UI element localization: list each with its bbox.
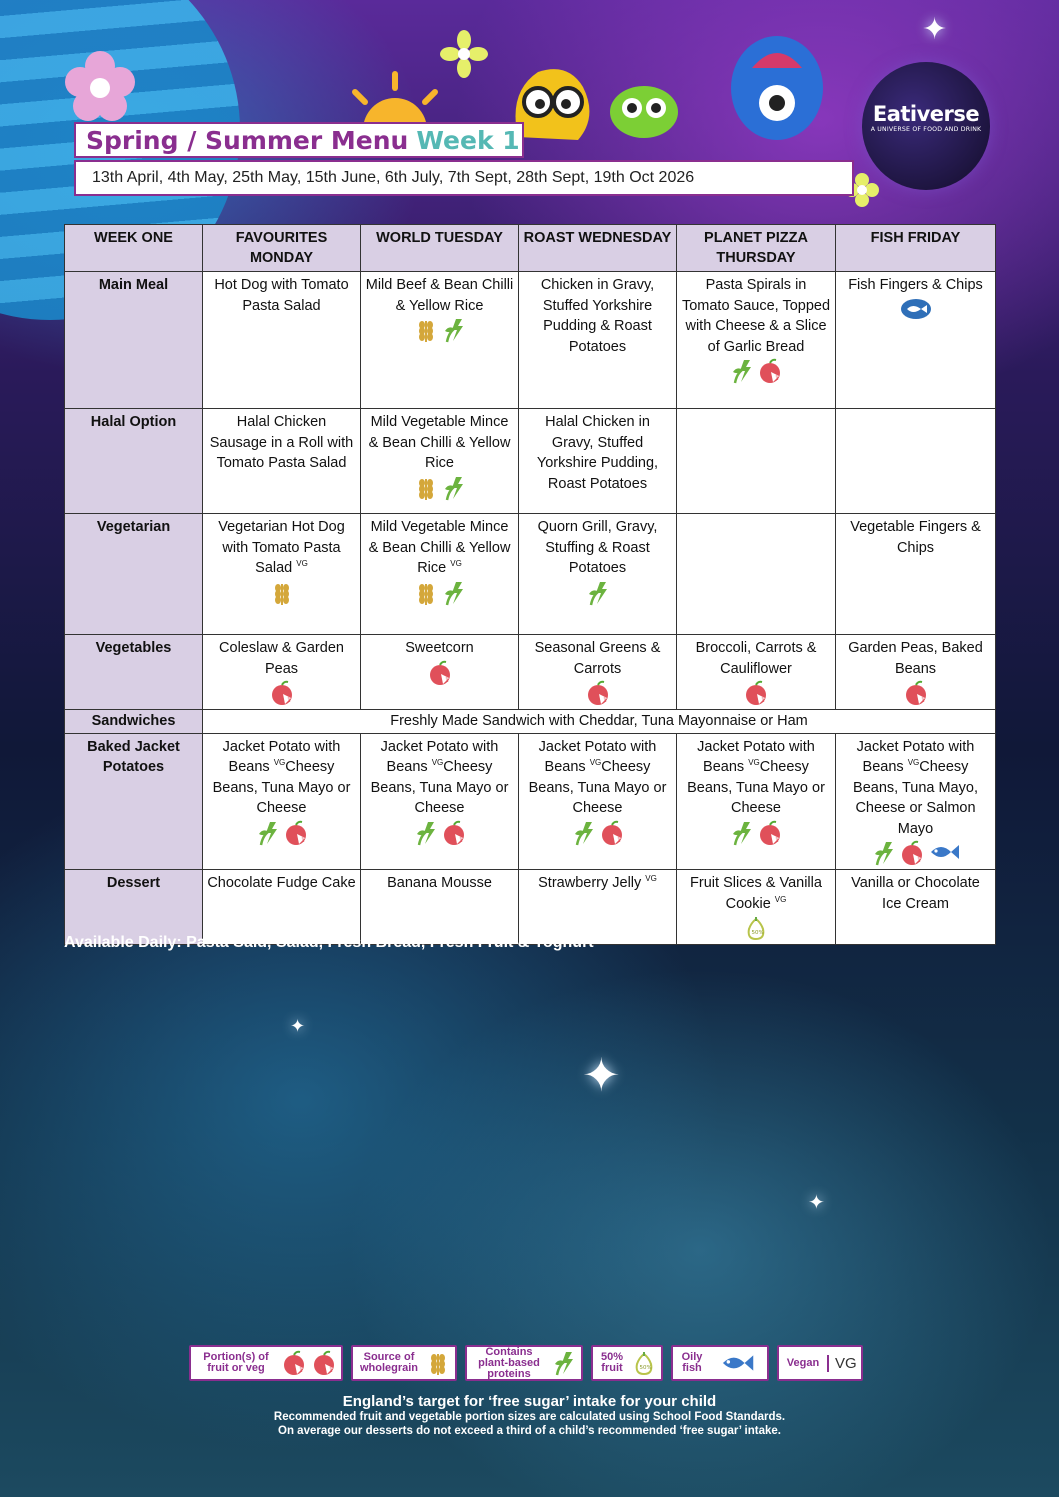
svg-text:1: 1 [761, 697, 765, 704]
svg-text:1: 1 [775, 375, 779, 382]
plant-protein-icon [729, 358, 755, 384]
plant-protein-icon [585, 580, 611, 606]
icon-group [207, 680, 356, 706]
flower-icon [60, 46, 140, 126]
fruit-veg-icon [899, 840, 925, 866]
logo-tagline: A UNIVERSE OF FOOD AND DRINK [870, 126, 982, 133]
menu-cell [203, 733, 361, 870]
cell-text: Jacket Potato with Beans [856, 738, 975, 775]
legend-item [671, 1345, 769, 1381]
cell-text: Halal Chicken in Gravy, Stuffed Yorkshire Pudding, Roast Potatoes [536, 414, 659, 492]
icon-group [840, 680, 991, 706]
cell-text: Vanilla or Chocolate Ice Cream [851, 875, 980, 912]
cell-text: Quorn Grill, Gravy, Stuffing & Roast Potatoes [537, 519, 658, 576]
menu-cell [836, 635, 996, 710]
icon-group [840, 297, 991, 321]
menu-title [74, 122, 524, 158]
fruit-veg-icon [585, 680, 611, 706]
svg-text:1: 1 [299, 1367, 303, 1374]
vegan-badge: VG [827, 1355, 857, 1372]
footer-line-3: On average our desserts do not exceed a third of a child’s recommended ‘free sugar’ intake. [278, 1425, 781, 1437]
menu-cell [361, 409, 519, 514]
row-label: Baked Jacket Potatoes [65, 733, 203, 870]
vegan-mark: VG [907, 758, 920, 768]
cell-text: Hot Dog with Tomato Pasta Salad [214, 277, 349, 314]
legend-item [777, 1345, 863, 1381]
column-header: FISH FRIDAY [836, 225, 996, 272]
cell-text: Vegetarian Hot Dog with Tomato Pasta Salad [218, 519, 345, 576]
menu-title-week: Week 1 [416, 126, 520, 155]
menu-cell [203, 272, 361, 409]
fruit-veg-icon [269, 680, 295, 706]
vegan-mark: VG [450, 559, 462, 569]
cell-text: Fruit Slices & Vanilla Cookie [690, 875, 822, 912]
plant-protein-icon [551, 1350, 577, 1376]
flower-icon [440, 30, 488, 78]
wholegrain-icon [269, 580, 295, 606]
fruit-veg-icon [427, 660, 453, 686]
row-label: Vegetarian [65, 514, 203, 635]
oily-fish-icon [927, 840, 961, 864]
icon-group [365, 660, 514, 686]
icon-group [365, 475, 514, 501]
legend-label: Vegan [786, 1356, 820, 1369]
cell-text: Cheesy Beans, Tuna Mayo or Cheese [528, 759, 667, 816]
fruit-veg-icon [599, 820, 625, 846]
cell-text: Mild Vegetable Mince & Bean Chilli & Yellow Rice [368, 414, 511, 471]
table-row [65, 272, 996, 409]
svg-text:1: 1 [775, 836, 779, 844]
wholegrain-icon [413, 317, 439, 343]
wholegrain-icon [413, 475, 439, 501]
icon-group [365, 820, 514, 846]
fruit-veg-icon [757, 820, 783, 846]
icon-group [681, 358, 831, 384]
sun-icon [340, 70, 450, 130]
icon-group [523, 580, 672, 606]
cell-text: Sweetcorn [405, 640, 474, 656]
row-label: Dessert [65, 870, 203, 945]
available-daily: Available Daily: Pasta Sald, Salad, Fresh Bread, Fresh Fruit & Yoghurt [64, 934, 594, 951]
menu-cell [519, 733, 677, 870]
table-row [65, 635, 996, 710]
table-row [65, 409, 996, 514]
monster-blue-icon [722, 8, 832, 148]
fruit-veg-icon [757, 358, 783, 384]
menu-table [64, 224, 996, 945]
column-header: WORLD TUESDAY [361, 225, 519, 272]
icon-group [681, 915, 831, 941]
cell-text: Halal Chicken Sausage in a Roll with Tomato Pasta Salad [209, 414, 354, 471]
cell-text: Cheesy Beans, Tuna Mayo or Cheese [370, 759, 509, 816]
fruit-veg-icon [743, 680, 769, 706]
half-fruit-icon [743, 915, 769, 941]
plant-protein-icon [441, 317, 467, 343]
vegan-mark: VG [589, 758, 602, 768]
cell-text: Cheesy Beans, Tuna Mayo or Cheese [687, 759, 825, 816]
svg-text:1: 1 [286, 697, 291, 704]
icon-group [523, 680, 672, 706]
menu-cell [836, 409, 996, 514]
menu-cell [836, 733, 996, 870]
menu-cell [836, 514, 996, 635]
star-decoration: ✦ [922, 12, 948, 47]
menu-cell [203, 409, 361, 514]
legend-item [189, 1345, 343, 1381]
sandwich-cell: Freshly Made Sandwich with Cheddar, Tuna Mayonnaise or Ham [203, 710, 996, 734]
icon-group [207, 820, 356, 846]
logo-name: Eativerse [872, 102, 980, 126]
plant-protein-icon [413, 820, 439, 846]
cell-text: Cheesy Beans, Tuna Mayo or Cheese [212, 759, 351, 816]
cell-text: Pasta Spirals in Tomato Sauce, Topped with Cheese & a Slice of Garlic Bread [681, 277, 831, 355]
cell-text: Strawberry Jelly [538, 875, 642, 891]
fruit-veg-icon [283, 820, 309, 846]
fruit-veg-icon [903, 680, 929, 706]
icon-group [681, 820, 831, 846]
cell-text: Broccoli, Carrots & Cauliflower [695, 640, 817, 677]
svg-text:1: 1 [616, 836, 621, 844]
row-label: Vegetables [65, 635, 203, 710]
column-header: ROAST WEDNESDAY [519, 225, 677, 272]
menu-title-main: Spring / Summer Menu [86, 126, 409, 155]
icon-legend [189, 1345, 863, 1381]
star-decoration: ✦ [808, 1190, 825, 1214]
svg-text:1: 1 [602, 697, 607, 704]
cell-text: Coleslaw & Garden Peas [219, 640, 344, 677]
footer-line-2: Recommended fruit and vegetable portion sizes are calculated using School Food Standards. [273, 1411, 786, 1423]
cell-text: Fish Fingers & Chips [848, 277, 983, 293]
cell-text: Chicken in Gravy, Stuffed Yorkshire Pudding & Roast Potatoes [540, 277, 655, 355]
icon-group [681, 680, 831, 706]
fruit-veg-icon [281, 1350, 307, 1376]
fruit-veg-icon [441, 820, 467, 846]
menu-cell [836, 870, 996, 945]
menu-cell [677, 514, 836, 635]
icon-group [365, 580, 514, 606]
vegan-mark: VG [273, 758, 286, 768]
svg-text:50%: 50% [639, 1365, 652, 1371]
icon-group [207, 580, 356, 606]
menu-cell [361, 514, 519, 635]
legend-label: Oily fish [681, 1351, 703, 1374]
plant-protein-icon [255, 820, 281, 846]
icon-group [365, 317, 514, 343]
plant-protein-icon [729, 820, 755, 846]
cell-text: Jacket Potato with Beans [538, 738, 657, 775]
legend-label: Portion(s) of fruit or veg [203, 1351, 269, 1374]
menu-cell [203, 635, 361, 710]
monster-green-icon [604, 70, 684, 140]
menu-cell [677, 870, 836, 945]
cell-text: Jacket Potato with Beans [222, 738, 341, 775]
table-row [65, 710, 996, 734]
menu-cell [203, 514, 361, 635]
star-decoration: ✦ [582, 1048, 621, 1102]
fruit-veg-icon [311, 1350, 337, 1376]
cell-text: Mild Beef & Bean Chilli & Yellow Rice [365, 277, 514, 314]
half-fruit-icon [631, 1350, 657, 1376]
svg-text:1: 1 [444, 676, 449, 684]
menu-cell [677, 409, 836, 514]
cell-text: Seasonal Greens & Carrots [534, 640, 661, 677]
menu-cell [519, 409, 677, 514]
legend-label: Contains plant-based proteins [478, 1345, 540, 1380]
legend-item [465, 1345, 583, 1381]
row-label: Halal Option [65, 409, 203, 514]
menu-cell [677, 635, 836, 710]
table-row [65, 733, 996, 870]
cell-text: Jacket Potato with Beans [697, 738, 815, 775]
menu-cell [677, 733, 836, 870]
menu-cell [519, 635, 677, 710]
menu-dates: 13th April, 4th May, 25th May, 15th June, 6th July, 7th Sept, 28th Sept, 19th Oct 2026 [74, 160, 854, 196]
vegan-mark: VG [431, 758, 444, 768]
menu-cell [677, 272, 836, 409]
svg-text:50%: 50% [751, 930, 764, 936]
menu-cell [361, 272, 519, 409]
svg-text:1: 1 [920, 697, 925, 704]
vegan-mark: VG [774, 894, 787, 904]
svg-text:1: 1 [300, 836, 305, 844]
cell-text: Jacket Potato with Beans [380, 738, 499, 775]
legend-label: 50% fruit [600, 1351, 624, 1374]
plant-protein-icon [441, 580, 467, 606]
cell-text: Garden Peas, Baked Beans [848, 640, 983, 677]
legend-label: Source of wholegrain [359, 1351, 419, 1374]
cell-text: Banana Mousse [387, 875, 492, 891]
vegan-mark: VG [645, 874, 657, 884]
menu-cell [836, 272, 996, 409]
wholegrain-icon [413, 580, 439, 606]
legend-item [351, 1345, 457, 1381]
cell-text: Cheesy Beans, Tuna Mayo, Cheese or Salmon Mayo [853, 759, 978, 837]
star-decoration: ✦ [290, 1016, 306, 1037]
menu-cell [519, 272, 677, 409]
cell-text: Vegetable Fingers & Chips [850, 519, 981, 556]
column-header: WEEK ONE [65, 225, 203, 272]
icon-group [523, 820, 672, 846]
row-label: Sandwiches [65, 710, 203, 734]
wholegrain-icon [425, 1350, 451, 1376]
table-row [65, 514, 996, 635]
svg-text:1: 1 [329, 1367, 333, 1374]
vegan-mark: VG [296, 559, 308, 569]
oily-fish-icon [711, 1350, 763, 1376]
msc-icon [899, 297, 933, 321]
svg-text:1: 1 [458, 836, 463, 844]
svg-text:1: 1 [916, 857, 921, 864]
column-header: PLANET PIZZA THURSDAY [677, 225, 836, 272]
footer-line-1: England’s target for ‘free sugar’ intake for your child [342, 1393, 717, 1410]
plant-protein-icon [571, 820, 597, 846]
menu-cell [519, 514, 677, 635]
plant-protein-icon [441, 475, 467, 501]
cell-text: Mild Vegetable Mince & Bean Chilli & Yellow Rice [368, 519, 511, 576]
cell-text: Chocolate Fudge Cake [207, 875, 356, 891]
column-header: FAVOURITES MONDAY [203, 225, 361, 272]
menu-cell [361, 635, 519, 710]
plant-protein-icon [871, 840, 897, 866]
menu-cell [361, 733, 519, 870]
table-header-row [65, 225, 996, 272]
vegan-mark: VG [748, 758, 760, 768]
icon-group [840, 840, 991, 866]
eativerse-logo [862, 62, 990, 190]
legend-item [591, 1345, 663, 1381]
row-label: Main Meal [65, 272, 203, 409]
